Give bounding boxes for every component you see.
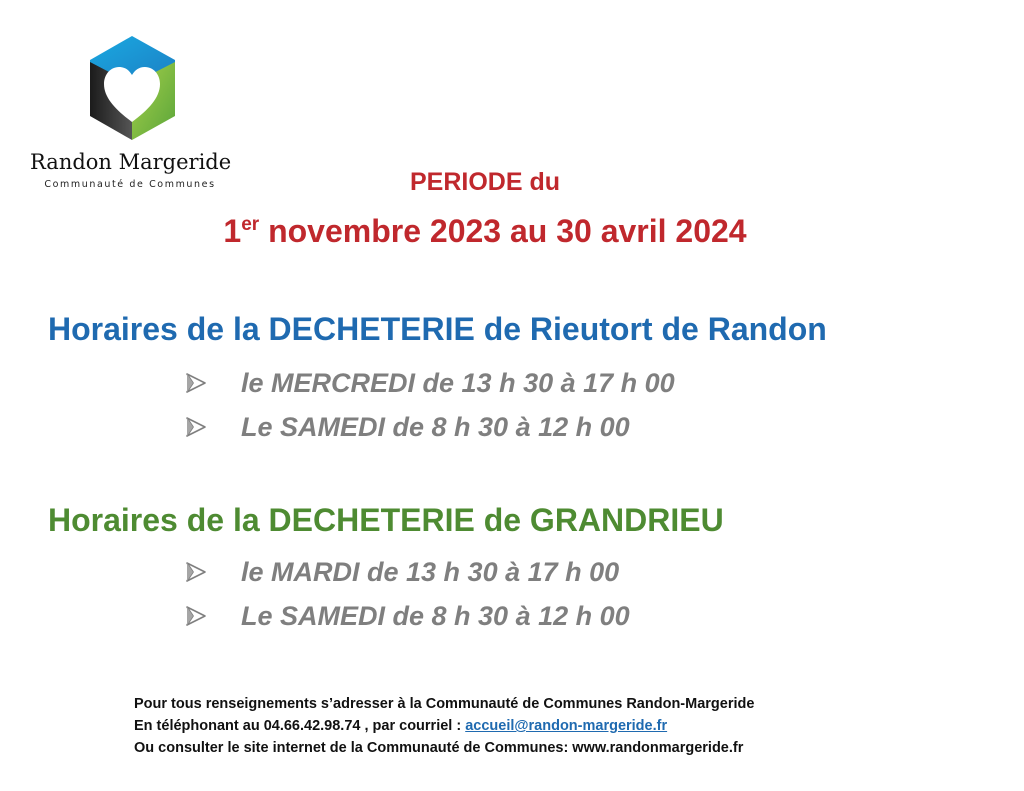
footer-phone-text: En téléphonant au 04.66.42.98.74 , par courriel : (134, 718, 466, 734)
site-title-rieutort: Horaires de la DECHETERIE de Rieutort de Randon (48, 311, 827, 347)
schedule-list-grandrieu (185, 550, 630, 638)
schedule-text: le MERCREDI de 13 h 30 à 17 h 00 (241, 367, 675, 398)
arrow-bullet-icon (185, 561, 241, 583)
footer-line-info: Pour tous renseignements s’adresser à la Communauté de Communes Randon-Margeride (134, 696, 755, 712)
footer-line-website: Ou consulter le site internet de la Communauté de Communes: www.randonmargeride.fr (134, 740, 744, 756)
site-title-grandrieu: Horaires de la DECHETERIE de GRANDRIEU (48, 502, 724, 538)
period-label: PERIODE du (409, 168, 560, 196)
schedule-item (185, 405, 675, 449)
email-link[interactable]: accueil@randon-margeride.fr (465, 718, 668, 734)
schedule-item (185, 550, 630, 594)
arrow-bullet-icon (185, 605, 241, 627)
heart-hexagon-logo-icon (82, 34, 182, 142)
schedule-item (185, 594, 630, 638)
footer-line-contact (134, 715, 754, 737)
schedule-text: le MARDI de 13 h 30 à 17 h 00 (241, 556, 620, 587)
logo-name: Randon Margeride (30, 150, 232, 174)
period-dates-rest: novembre 2023 au 30 avril 2024 (259, 213, 747, 249)
schedule-text: Le SAMEDI de 8 h 30 à 12 h 00 (241, 600, 630, 631)
footer-contact (134, 693, 754, 759)
schedule-item (185, 361, 675, 405)
schedule-list-rieutort (185, 361, 675, 449)
period-start-superscript: er (241, 214, 260, 235)
arrow-bullet-icon (185, 416, 241, 438)
logo-subtitle: Communauté de Communes (44, 179, 216, 190)
schedule-text: Le SAMEDI de 8 h 30 à 12 h 00 (241, 411, 630, 442)
period-dates (0, 213, 970, 250)
period-start-day: 1 (223, 213, 242, 249)
arrow-bullet-icon (185, 372, 241, 394)
